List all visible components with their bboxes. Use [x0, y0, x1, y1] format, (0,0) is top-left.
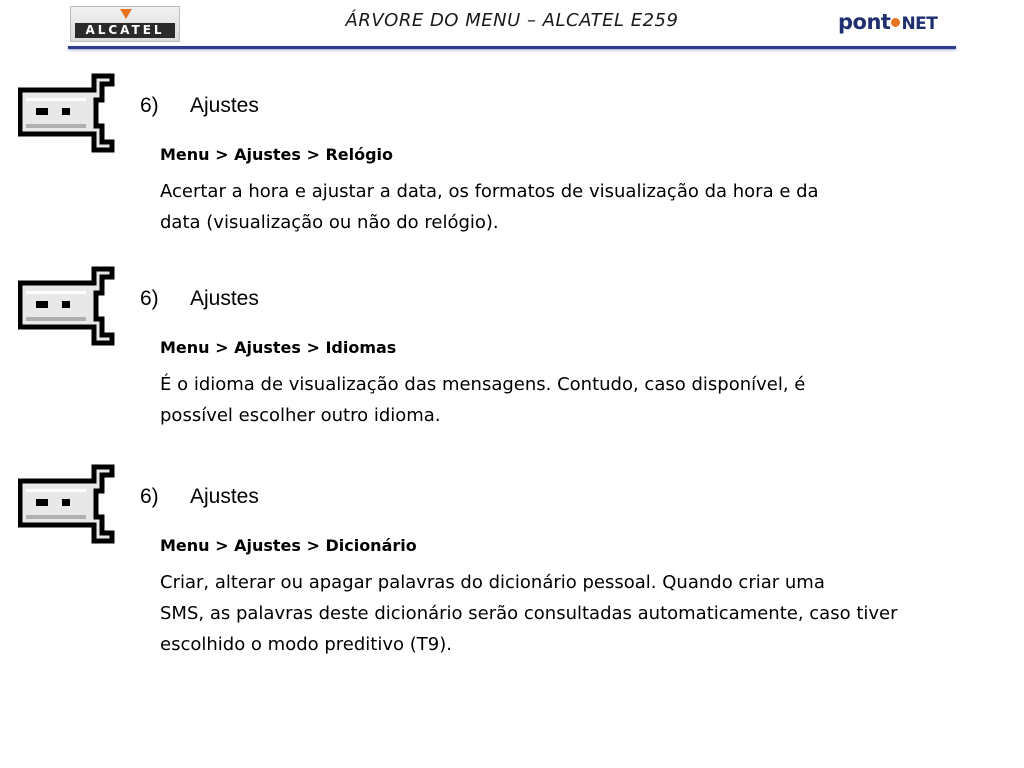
- description-line: Acertar a hora e ajustar a data, os formatos de visualização da hora e da: [160, 181, 819, 202]
- section-title: Ajustes: [190, 94, 259, 117]
- section-heading: [140, 94, 259, 118]
- menu-path: Menu > Ajustes > Dicionário: [160, 536, 417, 555]
- menu-section: [0, 463, 1024, 693]
- section-heading: [140, 287, 259, 311]
- alcatel-logo: [70, 6, 180, 42]
- page-title: ÁRVORE DO MENU – ALCATEL E259: [345, 10, 679, 31]
- menu-section: [0, 72, 1024, 262]
- section-description: [160, 567, 1010, 660]
- header-divider: [68, 46, 956, 49]
- description-line: data (visualização ou não do relógio).: [160, 212, 499, 233]
- pontonet-logo-part1: pont: [838, 10, 891, 34]
- section-number: 6): [140, 94, 159, 117]
- pontonet-dot-icon: [891, 18, 900, 27]
- section-description: [160, 176, 1010, 238]
- description-line: É o idioma de visualização das mensagens. Contudo, caso disponível, é: [160, 374, 806, 395]
- section-description: [160, 369, 1010, 431]
- description-line: escolhido o modo preditivo (T9).: [160, 634, 452, 655]
- section-title: Ajustes: [190, 287, 259, 310]
- section-title: Ajustes: [190, 485, 259, 508]
- section-number: 6): [140, 287, 159, 310]
- description-line: possível escolher outro idioma.: [160, 405, 441, 426]
- section-heading: [140, 485, 259, 509]
- wrench-icon: [18, 265, 118, 347]
- menu-section: [0, 265, 1024, 455]
- wrench-icon: [18, 463, 118, 545]
- wrench-icon: [18, 72, 118, 154]
- header: [0, 0, 1024, 56]
- alcatel-chevron-icon: [120, 9, 132, 19]
- description-line: Criar, alterar ou apagar palavras do dicionário pessoal. Quando criar uma: [160, 572, 825, 593]
- pontonet-logo: [838, 10, 937, 40]
- alcatel-logo-text: ALCATEL: [75, 23, 175, 38]
- menu-path: Menu > Ajustes > Idiomas: [160, 338, 397, 357]
- pontonet-logo-part2: NET: [901, 14, 938, 34]
- section-number: 6): [140, 485, 159, 508]
- description-line: SMS, as palavras deste dicionário serão consultadas automaticamente, caso tiver: [160, 603, 898, 624]
- menu-path: Menu > Ajustes > Relógio: [160, 145, 394, 164]
